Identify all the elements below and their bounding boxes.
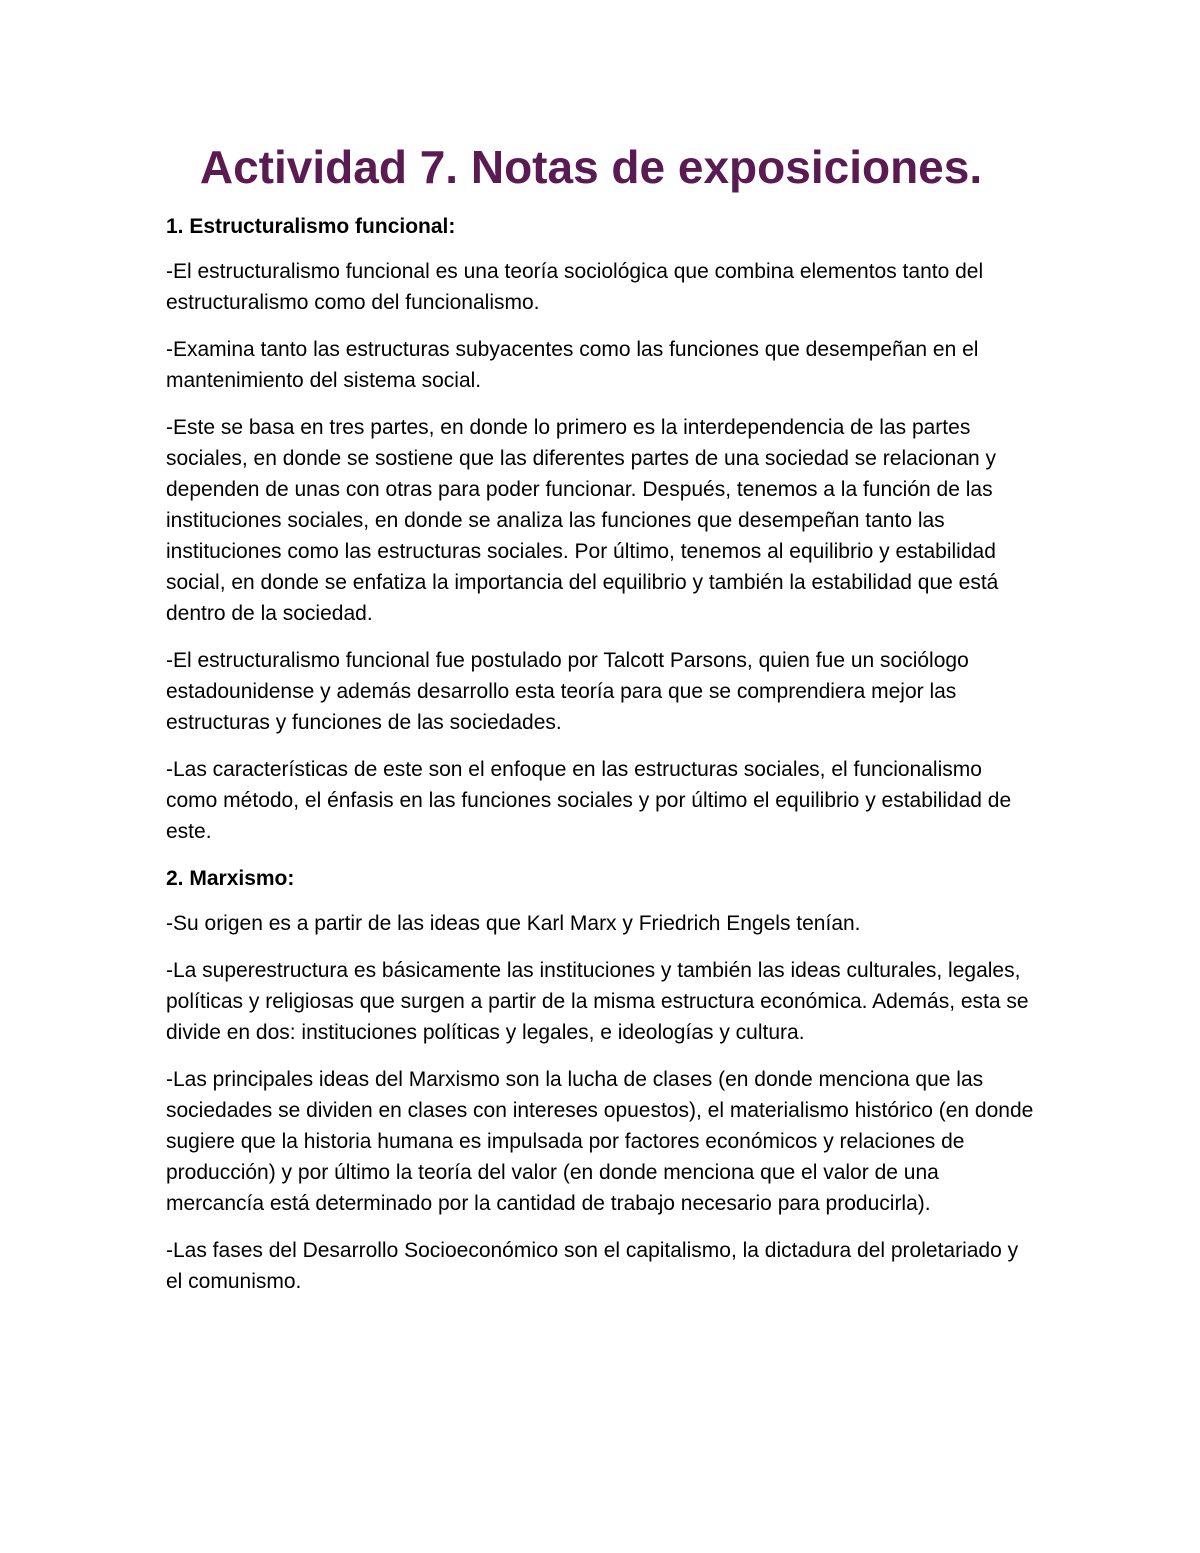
paragraph: -Las fases del Desarrollo Socioeconómico son el capitalismo, la dictadura del proletariado y el comunismo.	[166, 1239, 1019, 1293]
section-heading: 2. Marxismo:	[166, 867, 295, 890]
document-page	[166, 136, 1036, 1313]
page-title: Actividad 7. Notas de exposiciones.	[199, 141, 983, 193]
paragraph: -Las características de este son el enfoque en las estructuras sociales, el funcionalismo como método, el énfasis en las funciones sociales y por último el equilibrio y estabilidad de este.	[166, 758, 1012, 843]
section-heading: 1. Estructuralismo funcional:	[166, 215, 456, 238]
paragraph: -Las principales ideas del Marxismo son la lucha de clases (en donde menciona que las sociedades se dividen en clases con intereses opuestos), el materialismo histórico (en donde sugiere que la historia humana es impulsada por factores económicos y relaciones de producción) y por último la teoría del valor (en donde menciona que el valor de una mercancía está determinado por la cantidad de trabajo necesario para producirla).	[166, 1068, 1034, 1215]
paragraph: -La superestructura es básicamente las instituciones y también las ideas culturales, legales, políticas y religiosas que surgen a partir de la misma estructura económica. Además, esta se divide en dos: instituciones políticas y legales, e ideologías y cultura.	[166, 959, 1029, 1044]
paragraph: -Este se basa en tres partes, en donde lo primero es la interdependencia de las partes sociales, en donde se sostiene que las diferentes partes de una sociedad se relacionan y dependen de unas con otras para poder funcionar. Después, tenemos a la función de las instituciones sociales, en donde se analiza las funciones que desempeñan tanto las instituciones como las estructuras sociales. Por último, tenemos al equilibrio y estabilidad social, en donde se enfatiza la importancia del equilibrio y también la estabilidad que está dentro de la sociedad.	[166, 416, 999, 625]
section-marxismo	[166, 863, 1036, 1297]
paragraph: -Su origen es a partir de las ideas que Karl Marx y Friedrich Engels tenían.	[166, 912, 861, 935]
paragraph: -El estructuralismo funcional es una teoría sociológica que combina elementos tanto del estructuralismo como del funcionalismo.	[166, 260, 984, 314]
paragraph: -Examina tanto las estructuras subyacentes como las funciones que desempeñan en el mantenimiento del sistema social.	[166, 338, 979, 392]
paragraph: -El estructuralismo funcional fue postulado por Talcott Parsons, quien fue un sociólogo estadounidense y además desarrollo esta teoría para que se comprendiera mejor las estructuras y funciones de las sociedades.	[166, 649, 969, 734]
section-estructuralismo-funcional	[166, 211, 1036, 847]
